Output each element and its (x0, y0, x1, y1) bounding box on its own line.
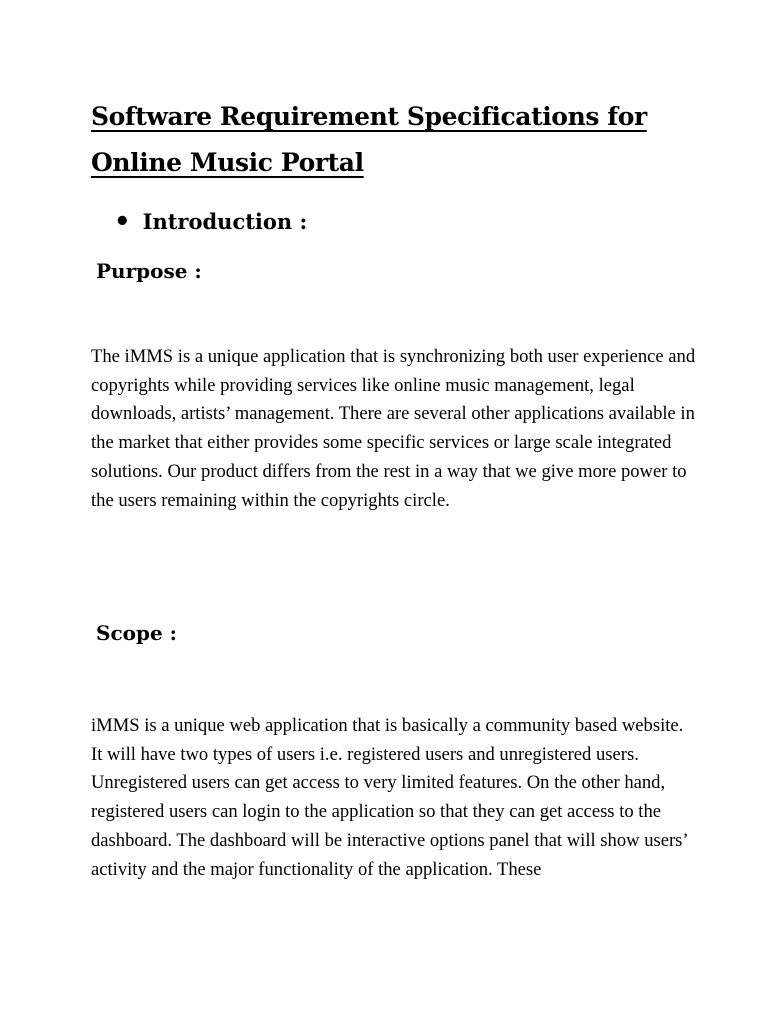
introduction-bullet-item (114, 204, 307, 240)
purpose-paragraph: The iMMS is a unique application that is synchronizing both user experience and copyrights while providing services like online music management, legal downloads, artists’ management. There are several other applications available in the market that either provides some specific services or large scale integrated solutions. Our product differs from the rest in a way that we give more power to the users remaining within the copyrights circle. (91, 346, 696, 511)
introduction-heading: Introduction : (142, 209, 308, 234)
purpose-heading: Purpose : (96, 259, 202, 283)
document-title: Software Requirement Specifications for Online Music Portal (91, 102, 647, 177)
bullet-icon: • (114, 207, 131, 237)
scope-paragraph: iMMS is a unique web application that is basically a community based website. It will have two types of users i.e. registered users and unregistered users. Unregistered users can get access to very limited features. On the other hand, registered users can login to the application so that they can get access to the dashboard. The dashboard will be interactive options panel that will show users’ activity and the major functionality of the application. These (91, 715, 688, 880)
scope-heading: Scope : (96, 621, 178, 645)
